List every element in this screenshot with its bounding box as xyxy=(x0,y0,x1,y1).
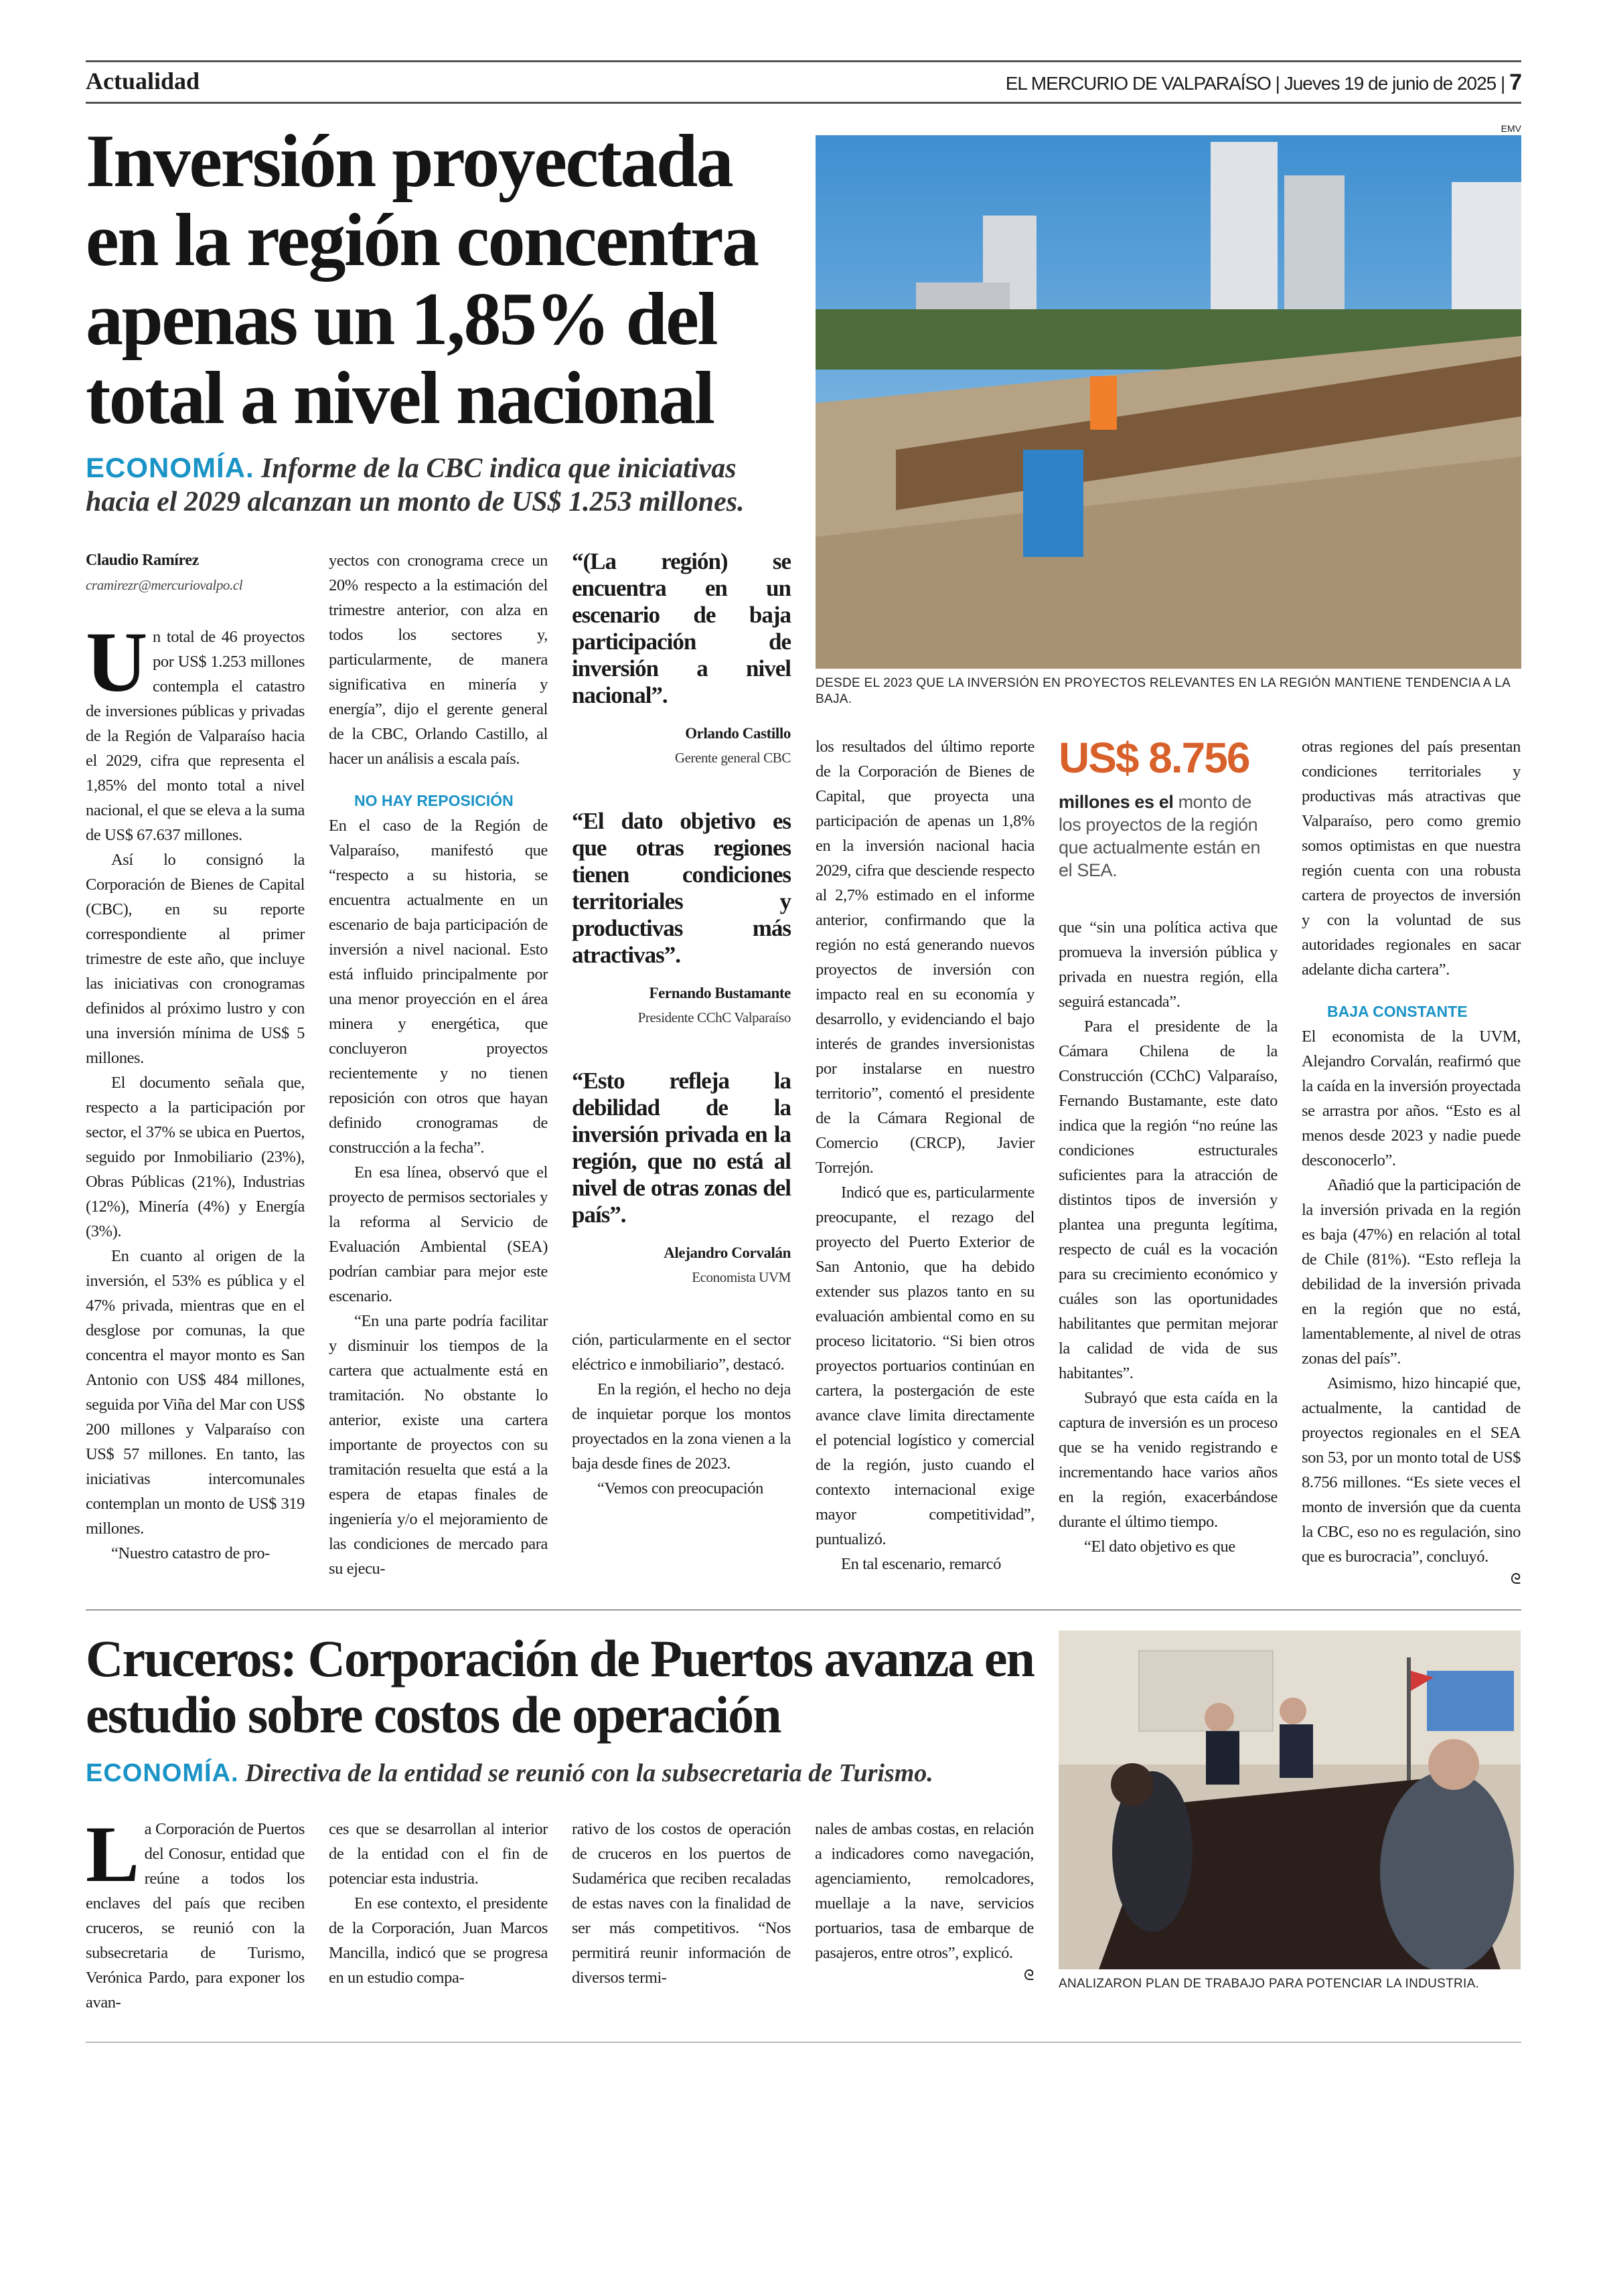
highlight-figure-box xyxy=(1059,734,1278,882)
article-1-left xyxy=(86,122,791,1581)
masthead xyxy=(1006,70,1521,96)
pull-quote xyxy=(572,548,791,770)
paragraph: “En una parte podría facilitar y disminuir los tiempos de la cartera que actualmente está en tramitación. No obstante lo anterior, existe una cartera importante de proyectos con su tramitación resuelta que está a la espera de etapas finales de ingeniería y/o el mejoramiento de las condiciones de mercado para su ejecu- xyxy=(329,1312,548,1578)
bottom-rule xyxy=(86,2042,1521,2043)
article-column-5 xyxy=(1059,734,1278,1559)
quote-author: Alejandro Corvalán xyxy=(664,1244,791,1261)
drop-cap: U xyxy=(86,614,148,710)
top-rule xyxy=(86,60,1521,62)
drop-cap: L xyxy=(86,1809,139,1898)
quote-text: “(La región) se encuentra en un escenario de baja participación de inversión a nivel nacional”. xyxy=(572,548,791,708)
paragraph: que “sin una política activa que promueva la inversión pública y privada en nuestra región, ella seguirá estancada”. xyxy=(1059,918,1278,1011)
paragraph: Añadió que la participación de la inversión privada en la región es baja (47%) en relación al total de Chile (81%). “Esto refleja la debilidad de la inversión privada en la región que no está, lamentablemente, al nivel de otras zonas del país”. xyxy=(1302,1176,1521,1368)
page-number: 7 xyxy=(1509,70,1521,95)
construction-photo xyxy=(816,135,1521,669)
paragraph: nales de ambas costas, en relación a indicadores como navegación, agenciamiento, remolcadores, muellaje a la nave, servicios portuarios, tasa de embarque de pasajeros, entre otros”, explicó. xyxy=(815,1820,1034,1962)
paragraph: n total de 46 proyectos por US$ 1.253 millones contempla el catastro de inversiones públicas y privadas de la Región de Valparaíso hacia el 2029, cifra que representa el 1,85% del monto total a nivel nacional, el que se eleva a la suma de US$ 67.637 millones. xyxy=(86,628,305,844)
paragraph: ces que se desarrollan al interior de la entidad con el fin de potenciar esta industria. xyxy=(329,1820,548,1888)
article-columns-left xyxy=(86,548,791,1581)
publication-name: EL MERCURIO DE VALPARAÍSO xyxy=(1005,73,1271,94)
photo-caption: DESDE EL 2023 QUE LA INVERSIÓN EN PROYECTOS RELEVANTES EN LA REGIÓN MANTIENE TENDENCIA A LA BAJA. xyxy=(816,676,1511,706)
kicker-label: ECONOMÍA. xyxy=(86,1759,239,1787)
article2-columns xyxy=(86,1809,1035,2015)
paragraph: “El dato objetivo es que xyxy=(1084,1538,1235,1556)
photo-credit: EMV xyxy=(1501,123,1521,134)
pull-quote xyxy=(572,808,791,1030)
kicker-label: ECONOMÍA. xyxy=(86,452,254,483)
paragraph: “Vemos con preocupación xyxy=(597,1479,763,1497)
article-divider xyxy=(86,1609,1521,1611)
header-rule xyxy=(86,102,1521,104)
paragraph: El economista de la UVM, Alejandro Corvalán, reafirmó que la caída en la inversión proyectada se arrastra por años. “Esto es al menos desde 2023 y nadie puede desconocerlo”. xyxy=(1302,1028,1521,1169)
issue-date: Jueves 19 de junio de 2025 xyxy=(1284,73,1497,94)
highlight-text: monto de los proyectos de la región que actualmente están en el SEA. xyxy=(1059,792,1261,880)
separator: | xyxy=(1275,73,1280,94)
paragraph: Subrayó que esta caída en la captura de inversión es un proceso que se ha venido registrando e incrementando hace varios años en la región, exacerbándose durante el último tiempo. xyxy=(1059,1389,1278,1531)
paragraph: En la región, el hecho no deja de inquietar porque los montos proyectados en la zona vienen a la baja desde fines de 2023. xyxy=(572,1380,791,1473)
quote-author: Fernando Bustamante xyxy=(649,985,791,1001)
photo-caption: ANALIZARON PLAN DE TRABAJO PARA POTENCIAR LA INDUSTRIA. xyxy=(1059,1977,1480,1991)
article-1 xyxy=(86,122,1521,1589)
paragraph: rativo de los costos de operación de cruceros en los puertos de Sudamérica que reciben recaladas de estas naves con la finalidad de ser más competitivos. “Nos permitirá reunir información de diversos termi- xyxy=(572,1820,791,1987)
paragraph: otras regiones del país presentan condiciones territoriales y productivas más atractivas que Valparaíso, pero como gremio somos optimistas en que nuestra región cuenta con una robusta cartera de proyectos de inversión y con la voluntad de sus autoridades regionales en sacar adelante dicha cartera”. xyxy=(1302,738,1521,979)
paragraph: Asimismo, hizo hincapié que, actualmente, la cantidad de proyectos regionales en el SEA son 53, por un monto total de US$ 8.756 millones. “Es siete veces el monto de inversión que da cuenta la CBC, eso no es regulación, sino que es burocracia”, concluyó. xyxy=(1302,1374,1521,1566)
end-mark-icon: ᘓ xyxy=(1510,1570,1521,1587)
end-mark-icon: ᘓ xyxy=(1023,1967,1034,1983)
highlight-lead: millones es el xyxy=(1059,792,1174,812)
article-column-3 xyxy=(572,548,791,1501)
paragraph: yectos con cronograma crece un 20% respecto a la estimación del trimestre anterior, con alza en todos los sectores y, particularmente, de manera significativa en minería y energía”, dijo el gerente general de la CBC, Orlando Castillo, al hacer un análisis a escala país. xyxy=(329,552,548,768)
article2-headline: Cruceros: Corporación de Puertos avanza en estudio sobre costos de operación xyxy=(86,1629,1034,1744)
quote-role: Presidente CChC Valparaíso xyxy=(637,1009,791,1026)
quote-text: “El dato objetivo es que otras regiones tienen condiciones territoriales y productivas más atractivas”. xyxy=(572,808,791,968)
deck-text: Directiva de la entidad se reunió con la subsecretaria de Turismo. xyxy=(245,1759,933,1787)
paragraph: El documento señala que, respecto a la participación por sector, el 37% se ubica en Puertos, seguido por Inmobiliario (23%), Obras Públicas (21%), Industrias (12%), Minería (4%) y Energía (3%). xyxy=(86,1074,305,1240)
paragraph: ción, particularmente en el sector eléctrico e inmobiliario”, destacó. xyxy=(572,1331,791,1374)
author-name: Claudio Ramírez xyxy=(86,552,199,569)
highlight-figure: US$ 8.756 xyxy=(1059,734,1249,782)
pull-quote xyxy=(572,1068,791,1290)
paragraph: En tal escenario, remarcó xyxy=(841,1555,1001,1573)
paragraph: Indicó que es, particularmente preocupante, el rezago del proyecto del Puerto Exterior de San Antonio, que ha debido extender sus plazos tanto en su evaluación ambiental como en su proceso licitatorio. “Si bien otros proyectos portuarios continúan en cartera, la postergación de este avance clave limita directamente el potencial logístico y comercial de la región, justo cuando el contexto internacional exige mayor competitividad”, puntualizó. xyxy=(816,1183,1035,1548)
paragraph: Así lo consignó la Corporación de Bienes de Capital (CBC), en su reporte correspondiente al primer trimestre de este año, que incluye las iniciativas con cronogramas definidos al próximo lustro y con una inversión mínima de US$ 5 millones. xyxy=(86,851,305,1067)
paragraph: En el caso de la Región de Valparaíso, manifestó que “respecto a su historia, se encuentra actualmente en un escenario de baja participación de inversión a nivel nacional. Esto está influido principalmente por una menor proyección en el área minera y energética, que concluyeron proyectos recientemente y no tienen reposición con otros que hayan definido cronogramas de construcción a la fecha”. xyxy=(329,817,548,1157)
paragraph: a Corporación de Puertos del Conosur, entidad que reúne a todos los enclaves del país que reciben cruceros, se reunió con la subsecretaria de Turismo, Verónica Pardo, para exponer los avan- xyxy=(86,1820,305,2012)
meeting-photo xyxy=(1059,1631,1521,1969)
article-1-right xyxy=(816,122,1521,1589)
quote-text: “Esto refleja la debilidad de la inversión privada en la región, que no está al nivel de otras zonas del país”. xyxy=(572,1068,791,1228)
paragraph: En esa línea, observó que el proyecto de permisos sectoriales y la reforma al Servicio de Evaluación Ambiental (SEA) podrían cambiar para mejor este escenario. xyxy=(329,1163,548,1305)
article-deck xyxy=(86,451,791,519)
article-column-4 xyxy=(816,734,1035,1576)
paragraph: los resultados del último reporte de la Corporación de Bienes de Capital, que proyecta una participación de apenas un 1,8% en la inversión nacional hacia 2029, cifra que desciende respecto al 2,7% estimado en el informe anterior, confirmando que la región no está generando nuevos proyectos de inversión con impacto real en su economía y desarrollo, y evidenciando el bajo interés de grandes inversionistas por instalarse en nuestro territorio”, comentó el presidente de la Cámara Regional de Comercio (CRCP), Javier Torrejón. xyxy=(816,738,1035,1177)
deck-text: Informe de la CBC indica que iniciativas hacia el 2029 alcanzan un monto de US$ 1.253 millones. xyxy=(86,453,745,517)
article2-deck xyxy=(86,1756,1035,1790)
article-headline: Inversión proyectada en la región concentra apenas un 1,85% del total a nivel nacional xyxy=(86,120,758,440)
paragraph: “Nuestro catastro de pro- xyxy=(111,1544,270,1562)
article-column-6 xyxy=(1302,734,1521,1589)
page-content xyxy=(86,122,1521,2043)
article2-column-4 xyxy=(815,1817,1034,1985)
paragraph: En ese contexto, el presidente de la Corporación, Juan Marcos Mancilla, indicó que se progresa en un estudio compa- xyxy=(329,1894,548,1987)
section-label: Actualidad xyxy=(86,68,200,94)
article-2-left xyxy=(86,1631,1035,2015)
article-column-2 xyxy=(329,548,548,1581)
paragraph: Para el presidente de la Cámara Chilena de la Construcción (CChC) Valparaíso, Fernando Bustamante, este dato indica que la región “no reúne las condiciones estructurales suficientes para la atracción de distintos tipos de inversión y plantea una pregunta legítima, respecto de cuál es la vocación para su crecimiento económico y cuáles son las oportunidades habilitantes que permitan mejorar la calidad de vida de sus habitantes”. xyxy=(1059,1017,1278,1382)
separator: | xyxy=(1501,73,1505,94)
article2-column-2 xyxy=(329,1817,548,1990)
article-columns-right xyxy=(816,734,1521,1589)
article-column-1 xyxy=(86,548,305,1566)
quote-role: Economista UVM xyxy=(692,1269,791,1285)
article2-column-1 xyxy=(86,1809,305,2015)
author-email: cramirezr@mercuriovalpo.cl xyxy=(86,577,243,593)
paragraph: En cuanto al origen de la inversión, el 53% es pública y el 47% privada, mientras que en el desglose por comunas, la que concentra el mayor monto es San Antonio con US$ 484 millones, seguida por Viña del Mar con US$ 200 millones y Valparaíso con US$ 57 millones. En tanto, las iniciativas intercomunales contemplan un monto de US$ 319 millones. xyxy=(86,1247,305,1538)
quote-author: Orlando Castillo xyxy=(685,725,791,742)
article-2-right xyxy=(1059,1631,1521,1992)
subhead: BAJA CONSTANTE xyxy=(1327,1003,1468,1020)
article-2 xyxy=(86,1631,1521,2015)
article2-column-3 xyxy=(572,1817,791,1990)
quote-role: Gerente general CBC xyxy=(674,750,791,766)
subhead: NO HAY REPOSICIÓN xyxy=(354,792,514,809)
